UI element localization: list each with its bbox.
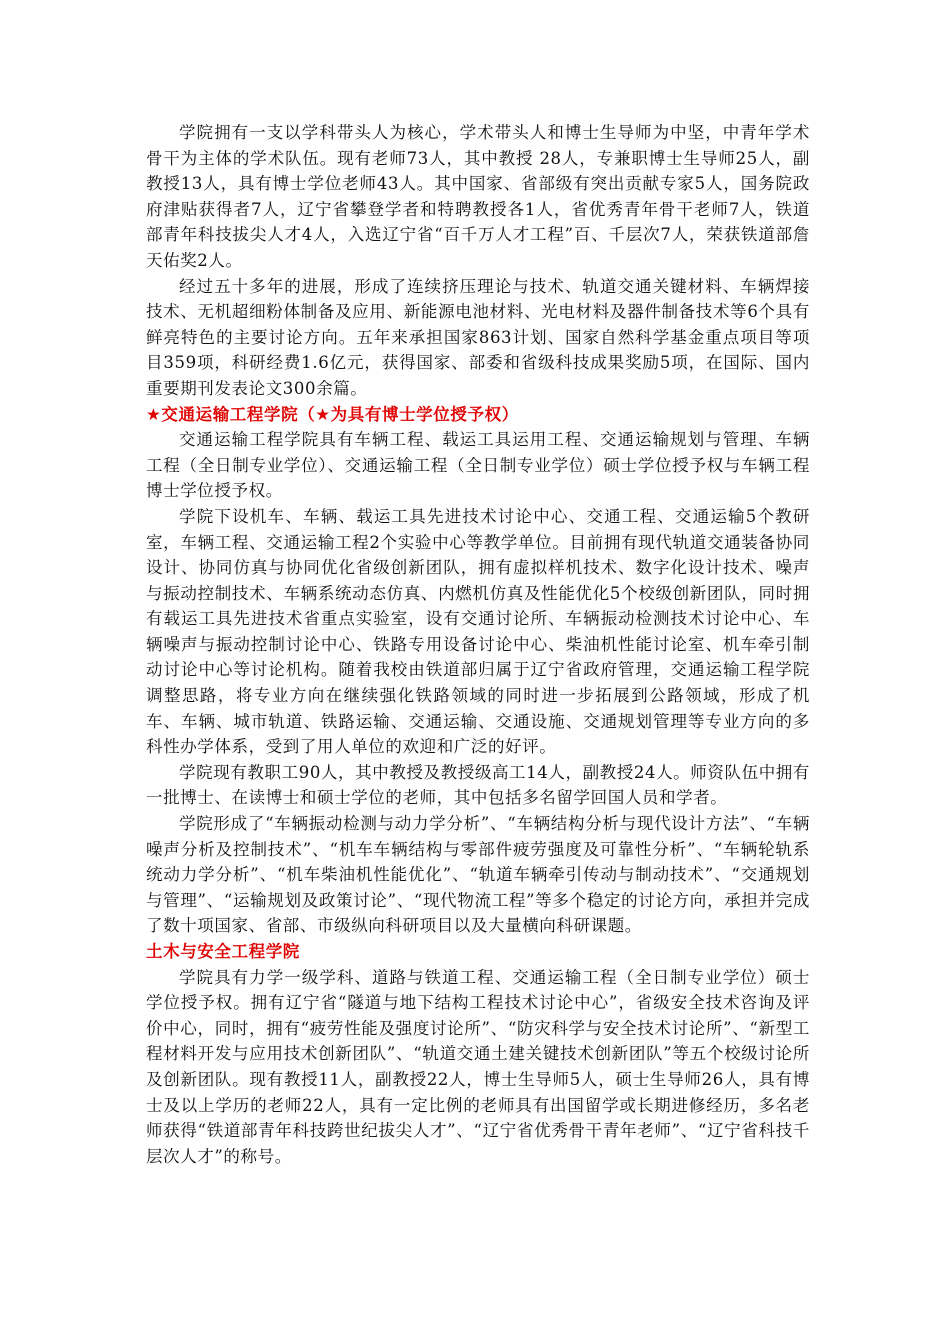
- transport-paragraph-staff: 学院现有教职工90人，其中教授及教授级高工14人，副教授24人。师资队伍中拥有一批博士、在读博士和硕士学位的老师，其中包括多名留学回国人员和学者。: [146, 762, 810, 808]
- intro-paragraph-faculty: 学院拥有一支以学科带头人为核心，学术带头人和博士生导师为中坚，中青年学术骨干为主体的学术队伍。现有老师73人，其中教授 28人，专兼职博士生导师25人，副教授13人，具有博士学位老师43人。其中国家、省部级有突出贡献专家5人，国务院政府津贴获得者7人，辽宁省攀登学者和特聘教授各1人，省优秀青年骨干老师7人，铁道部青年科技拔尖人才4人，入选辽宁省“百千万人才工程”百、千层次7人，荣获铁道部詹天佑奖2人。: [146, 123, 810, 270]
- intro-paragraph-research: 经过五十多年的进展，形成了连续挤压理论与技术、轨道交通关键材料、车辆焊接技术、无机超细粉体制备及应用、新能源电池材料、光电材料及器件制备技术等6个具有鲜亮特色的主要讨论方向。五年来承担国家863计划、国家自然科学基金重点项目等项目359项，科研经费1.6亿元，获得国家、部委和省级科技成果奖励5项，在国际、国内重要期刊发表论文300余篇。: [146, 276, 810, 398]
- section-heading-civil: 土木与安全工程学院: [146, 942, 300, 961]
- transport-paragraph-research: 学院形成了“车辆振动检测与动力学分析”、“车辆结构分析与现代设计方法”、“车辆噪声分析及控制技术”、“机车车辆结构与零部件疲劳强度及可靠性分析”、“车辆轮轨系统动力学分析”、“机车柴油机性能优化”、“轨道车辆牵引传动与制动技术”、“交通规划与管理”、“运输规划及政策讨论”、“现代物流工程”等多个稳定的讨论方向，承担并完成了数十项国家、省部、市级纵向科研项目以及大量横向科研课题。: [146, 814, 810, 936]
- civil-paragraph: 学院具有力学一级学科、道路与铁道工程、交通运输工程（全日制专业学位）硕士学位授予权。拥有辽宁省“隧道与地下结构工程技术讨论中心”，省级安全技术咨询及评价中心，同时，拥有“疲劳性能及强度讨论所”、“防灾科学与安全技术讨论所”、“新型工程材料开发与应用技术创新团队”、“轨道交通土建关键技术创新团队”等五个校级讨论所及创新团队。现有教授11人，副教授22人，博士生导师5人，硕士生导师26人，具有博士及以上学历的老师22人，具有一定比例的老师具有出国留学或长期进修经历，多名老师获得“铁道部青年科技跨世纪拔尖人才”、“辽宁省优秀骨干青年老师”、“辽宁省科技千层次人才”的称号。: [146, 967, 810, 1166]
- transport-paragraph-structure: 学院下设机车、车辆、载运工具先进技术讨论中心、交通工程、交通运输5个教研室，车辆工程、交通运输工程2个实验中心等教学单位。目前拥有现代轨道交通装备协同设计、协同仿真与协同优化省级创新团队，拥有虚拟样机技术、数字化设计技术、噪声与振动控制技术、车辆系统动态仿真、内燃机仿真及性能优化5个校级创新团队，同时拥有载运工具先进技术省重点实验室，设有交通讨论所、车辆振动检测技术讨论中心、车辆噪声与振动控制讨论中心、铁路专用设备讨论中心、柴油机性能讨论室、机车牵引制动讨论中心等讨论机构。随着我校由铁道部归属于辽宁省政府管理，交通运输工程学院调整思路，将专业方向在继续强化铁路领域的同时进一步拓展到公路领域，形成了机车、车辆、城市轨道、铁路运输、交通运输、交通设施、交通规划管理等专业方向的多科性办学体系，受到了用人单位的欢迎和广泛的好评。: [146, 506, 810, 757]
- section-heading-transport: ★交通运输工程学院（★为具有博士学位授予权）: [146, 404, 519, 424]
- transport-paragraph-degrees: 交通运输工程学院具有车辆工程、载运工具运用工程、交通运输规划与管理、车辆工程（全日制专业学位）、交通运输工程（全日制专业学位）硕士学位授予权与车辆工程博士学位授予权。: [146, 430, 810, 501]
- document-page: [146, 120, 810, 1169]
